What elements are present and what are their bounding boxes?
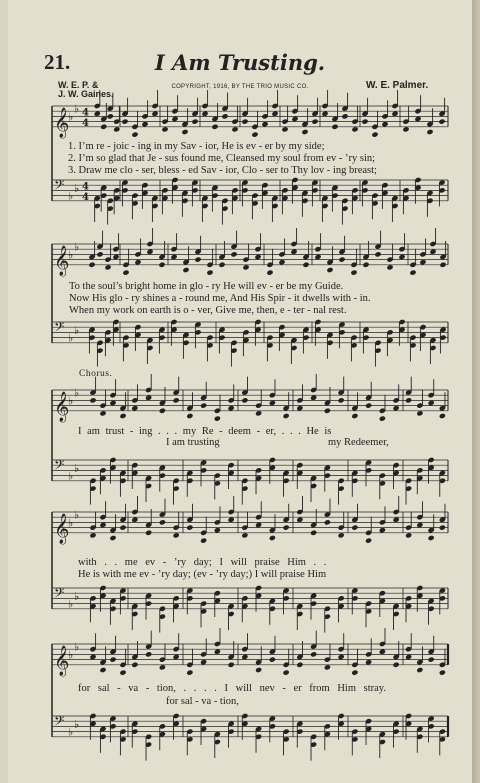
note-head: [100, 124, 107, 130]
treble-clef-icon: 𝄞: [54, 245, 70, 276]
note-head: [351, 669, 358, 675]
flat-icon: ♭: [68, 648, 74, 662]
note-head: [324, 408, 331, 414]
note-head: [391, 111, 398, 117]
flat-icon: ♭: [68, 725, 74, 739]
bass-clef-icon: 𝄢: [54, 585, 65, 604]
note-head: [131, 517, 138, 523]
note-head: [182, 267, 189, 273]
hymn-title: I Am Trusting.: [154, 50, 326, 75]
note-head: [206, 269, 213, 275]
note-head: [89, 532, 96, 538]
note-head: [321, 111, 328, 117]
note-head: [361, 118, 368, 124]
flat-icon: ♭: [74, 640, 80, 654]
note-head: [131, 131, 138, 137]
note-head: [428, 535, 435, 541]
note-head: [296, 517, 303, 523]
note-head: [416, 410, 423, 416]
note-head: [170, 254, 177, 260]
note-head: [122, 269, 129, 275]
note-head: [134, 259, 141, 265]
note-head: [146, 249, 153, 255]
system3-lower-lyric-b: my Redeemer,: [328, 437, 389, 448]
note-head: [281, 126, 288, 132]
note-head: [338, 256, 345, 262]
note-head: [251, 131, 258, 137]
note-head: [429, 249, 436, 255]
note-head: [94, 111, 101, 117]
flat-icon: ♭: [68, 189, 74, 203]
note-head: [200, 402, 207, 408]
note-head: [386, 264, 393, 270]
note-head: [283, 669, 290, 675]
note-head: [405, 532, 412, 538]
note-head: [351, 524, 358, 530]
note-head: [151, 111, 158, 117]
note-head: [379, 649, 386, 655]
note-head: [99, 410, 106, 416]
note-head: [271, 111, 278, 117]
note-head: [405, 397, 412, 403]
treble-clef-icon: 𝄞: [54, 513, 70, 544]
note-head: [379, 415, 386, 421]
flat-icon: ♭: [68, 248, 74, 262]
note-head: [365, 659, 372, 665]
note-head: [113, 126, 120, 132]
system4-lower-lyric: He is with me ev - ’ry day; (ev - ’ry day;) I will praise Him: [78, 569, 327, 580]
note-head: [173, 532, 180, 538]
note-head: [261, 121, 268, 127]
note-head: [119, 413, 126, 419]
music-notation: [8, 0, 472, 783]
note-head: [131, 662, 138, 668]
note-head: [107, 113, 114, 119]
note-head: [414, 116, 421, 122]
note-head: [269, 400, 276, 406]
flat-icon: ♭: [68, 597, 74, 611]
note-head: [241, 397, 248, 403]
note-head: [231, 126, 238, 132]
note-head: [439, 524, 446, 530]
note-head: [200, 537, 207, 543]
note-head: [341, 113, 348, 119]
note-head: [228, 405, 235, 411]
note-head: [362, 262, 369, 268]
system1-verse3: 3. Draw me clo - ser, bless - ed Sav - ior, Clo - ser to Thy lov - ing breast;: [68, 165, 377, 176]
note-head: [88, 262, 95, 268]
note-head: [99, 522, 106, 528]
note-head: [351, 126, 358, 132]
note-head: [109, 656, 116, 662]
note-head: [266, 269, 273, 275]
note-head: [326, 267, 333, 273]
note-head: [171, 116, 178, 122]
note-head: [416, 667, 423, 673]
treble-clef-icon: 𝄞: [54, 391, 70, 422]
note-head: [365, 537, 372, 543]
note-head: [405, 654, 412, 660]
note-head: [121, 118, 128, 124]
note-head: [365, 402, 372, 408]
system5-lower-lyric: for sal - va - tion,: [166, 696, 239, 707]
note-head: [283, 524, 290, 530]
note-head: [173, 397, 180, 403]
note-head: [296, 405, 303, 411]
note-head: [194, 256, 201, 262]
note-head: [159, 664, 166, 670]
note-head: [145, 651, 152, 657]
flat-icon: ♭: [74, 386, 80, 400]
note-head: [371, 131, 378, 137]
note-head: [254, 254, 261, 260]
note-head: [269, 656, 276, 662]
note-head: [314, 254, 321, 260]
note-head: [112, 254, 119, 260]
note-head: [438, 118, 445, 124]
hymnal-page: [8, 0, 472, 783]
bass-clef-icon: 𝄢: [54, 319, 65, 338]
note-head: [119, 669, 126, 675]
note-head: [200, 659, 207, 665]
note-head: [393, 662, 400, 668]
note-head: [145, 530, 152, 536]
note-head: [311, 118, 318, 124]
note-head: [255, 522, 262, 528]
note-head: [310, 395, 317, 401]
system5-upper-lyric: for sal - va - tion, . . . . I will nev - er from Him stray.: [78, 683, 386, 694]
note-head: [301, 129, 308, 135]
note-head: [255, 410, 262, 416]
flat-icon: ♭: [68, 110, 74, 124]
system3-lower-lyric-a: I am trusting: [166, 437, 220, 448]
note-head: [119, 524, 126, 530]
time-signature: 4: [82, 191, 89, 203]
note-head: [241, 654, 248, 660]
music-credit: W. E. Palmer.: [366, 80, 429, 91]
system1-verse1: 1. I’m re - joic - ing in my Sav - ior, He is ev - er by my side;: [68, 141, 325, 152]
note-head: [211, 124, 218, 130]
note-head: [141, 121, 148, 127]
note-head: [439, 413, 446, 419]
note-head: [291, 116, 298, 122]
note-head: [419, 259, 426, 265]
note-head: [159, 408, 166, 414]
treble-clef-icon: 𝄞: [54, 645, 70, 676]
note-head: [173, 654, 180, 660]
system2-verse2: Now His glo - ry shines a - round me, And His Spir - it dwells with - in.: [69, 293, 371, 304]
chorus-label: Chorus.: [79, 369, 113, 379]
note-head: [161, 126, 168, 132]
note-head: [218, 262, 225, 268]
note-head: [201, 111, 208, 117]
note-head: [241, 532, 248, 538]
note-head: [186, 669, 193, 675]
note-head: [283, 413, 290, 419]
note-head: [191, 118, 198, 124]
flat-icon: ♭: [74, 508, 80, 522]
flat-icon: ♭: [68, 469, 74, 483]
note-head: [331, 124, 338, 130]
bass-clef-icon: 𝄢: [54, 457, 65, 476]
note-head: [131, 405, 138, 411]
note-head: [393, 517, 400, 523]
note-head: [393, 405, 400, 411]
system2-verse3: When my work on earth is o - ver, Give me, then, e - ter - nal rest.: [69, 305, 347, 316]
note-head: [290, 249, 297, 255]
note-head: [338, 532, 345, 538]
words-credit-line1: W. E. P. &: [58, 80, 99, 90]
system3-upper-lyric: I am trust - ing . . . my Re - deem - er, . . . He is: [78, 426, 332, 437]
note-head: [186, 524, 193, 530]
note-head: [302, 262, 309, 268]
note-head: [350, 269, 357, 275]
note-head: [278, 259, 285, 265]
note-head: [99, 667, 106, 673]
system2-verse1: To the soul’s bright home in glo - ry He will ev - er be my Guide.: [69, 281, 344, 292]
words-credit-line2: J. W. Gaines.: [58, 89, 114, 99]
note-head: [296, 662, 303, 668]
note-head: [379, 527, 386, 533]
note-head: [228, 662, 235, 668]
note-head: [409, 269, 416, 275]
flat-icon: ♭: [74, 323, 80, 337]
page-edge: [472, 0, 480, 783]
flat-icon: ♭: [68, 394, 74, 408]
treble-clef-icon: 𝄞: [54, 107, 70, 138]
note-head: [159, 519, 166, 525]
note-head: [181, 129, 188, 135]
bass-clef-icon: 𝄢: [54, 177, 65, 196]
note-head: [230, 251, 237, 257]
note-head: [381, 121, 388, 127]
note-head: [374, 251, 381, 257]
note-head: [89, 654, 96, 660]
note-head: [241, 118, 248, 124]
note-head: [324, 664, 331, 670]
flat-icon: ♭: [74, 102, 80, 116]
note-head: [186, 413, 193, 419]
note-head: [109, 535, 116, 541]
note-head: [324, 519, 331, 525]
note-head: [426, 129, 433, 135]
note-head: [145, 395, 152, 401]
note-head: [439, 669, 446, 675]
note-head: [158, 262, 165, 268]
flat-icon: ♭: [68, 331, 74, 345]
note-head: [214, 527, 221, 533]
system4-upper-lyric: with . . me ev - ’ry day; I will praise Him . .: [78, 557, 327, 568]
flat-icon: ♭: [74, 240, 80, 254]
note-head: [338, 654, 345, 660]
flat-icon: ♭: [74, 589, 80, 603]
note-head: [338, 397, 345, 403]
system1-verse2: 2. I’m so glad that Je - sus found me, Cleansed my soul from ev - ’ry sin;: [68, 153, 376, 164]
note-head: [255, 667, 262, 673]
flat-icon: ♭: [74, 461, 80, 475]
note-head: [96, 251, 103, 257]
note-head: [310, 530, 317, 536]
time-signature: 4: [82, 181, 89, 193]
note-head: [398, 254, 405, 260]
note-head: [214, 649, 221, 655]
note-head: [109, 400, 116, 406]
note-head: [439, 262, 446, 268]
note-head: [242, 264, 249, 270]
copyright-notice: COPYRIGHT, 1916, BY THE TRIO MUSIC CO.: [171, 84, 309, 90]
flat-icon: ♭: [68, 516, 74, 530]
note-head: [104, 264, 111, 270]
note-head: [428, 400, 435, 406]
note-head: [214, 415, 221, 421]
note-head: [89, 397, 96, 403]
note-head: [221, 113, 228, 119]
note-head: [351, 413, 358, 419]
note-head: [310, 651, 317, 657]
bass-clef-icon: 𝄢: [54, 713, 65, 732]
note-head: [402, 126, 409, 132]
note-head: [228, 517, 235, 523]
flat-icon: ♭: [74, 181, 80, 195]
note-head: [416, 522, 423, 528]
note-head: [428, 656, 435, 662]
time-signature: 4: [82, 117, 89, 129]
flat-icon: ♭: [74, 717, 80, 731]
hymn-number: 21.: [44, 50, 71, 74]
note-head: [269, 535, 276, 541]
time-signature: 4: [82, 107, 89, 119]
